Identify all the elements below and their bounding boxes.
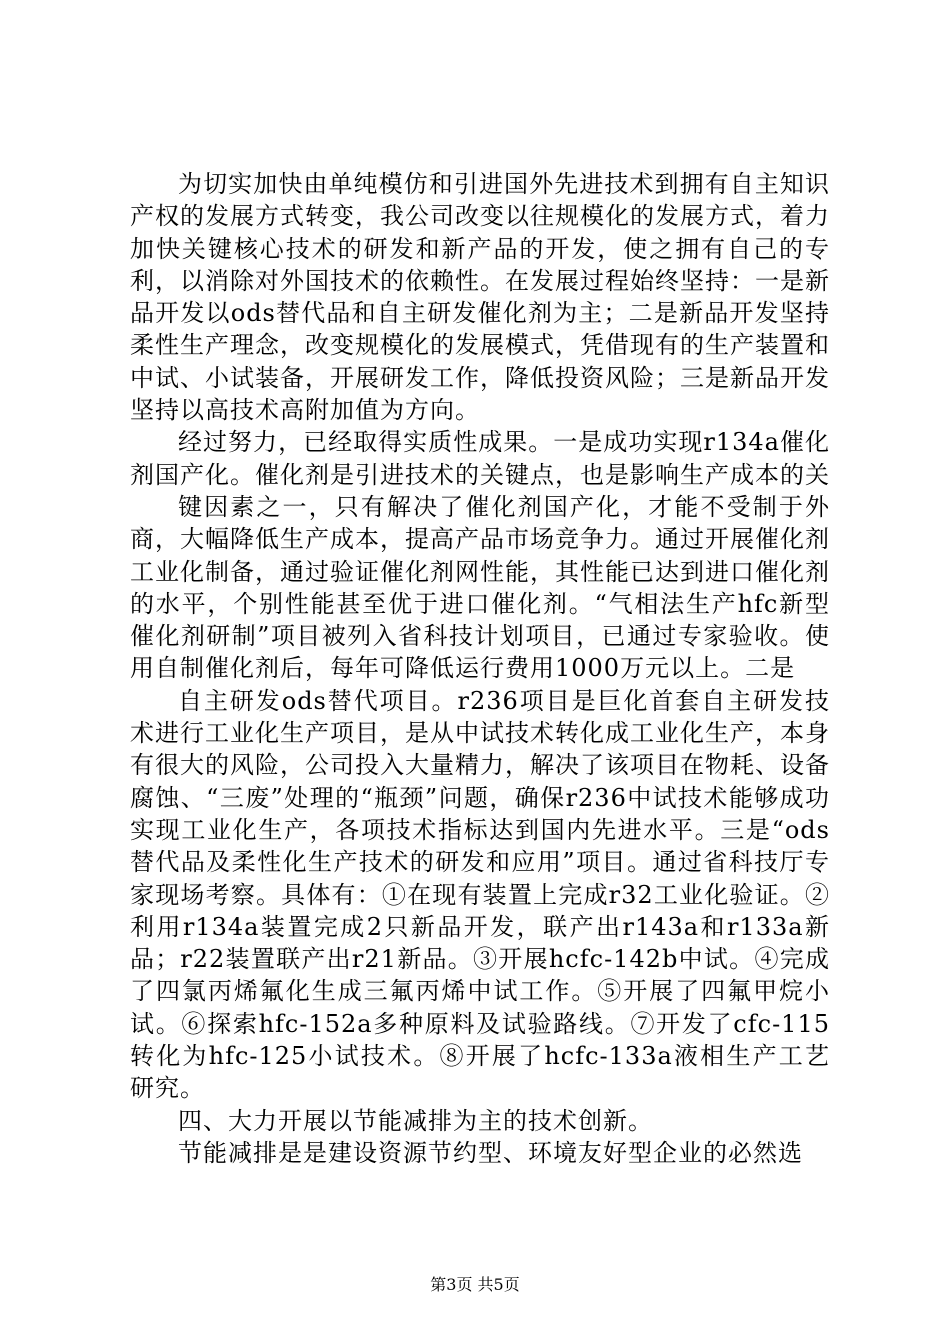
paragraph-3: 键因素之一，只有解决了催化剂国产化，才能不受制于外商，大幅降低生产成本，提高产品市场竞争力。通过开展催化剂工业化制备，通过验证催化剂网性能，其性能已达到进口催化剂的水平，个别性能甚至优于进口催化剂。“气相法生产hfc新型催化剂研制”项目被列入省科技计划项目，已通过专家验收。使用自制催化剂后，每年可降低运行费用1000万元以上。二是 [130, 492, 830, 683]
paragraph-4: 自主研发ods替代项目。r236项目是巨化首套自主研发技术进行工业化生产项目，是从中试技术转化成工业化生产，本身有很大的风险，公司投入大量精力，解决了该项目在物耗、设备腐蚀、“三废”处理的“瓶颈”问题，确保r236中试技术能够成功实现工业化生产，各项技术指标达到国内先进水平。三是“ods替代品及柔性化生产技术的研发和应用”项目。通过省科技厅专家现场考察。具体有：①在现有装置上完成r32工业化验证。②利用r134a装置完成2只新品开发，联产出r143a和r133a新品；r22装置联产出r21新品。③开展hcfc-142b中试。④完成了四氯丙烯氟化生成三氟丙烯中试工作。⑤开展了四氟甲烷小试。⑥探索hfc-152a多种原料及试验路线。⑦开发了cfc-115转化为hfc-125小试技术。⑧开展了hcfc-133a液相生产工艺研究。 [130, 686, 830, 1103]
paragraph-5: 四、大力开展以节能减排为主的技术创新。 [178, 1106, 653, 1135]
paragraph-1: 为切实加快由单纯模仿和引进国外先进技术到拥有自主知识产权的发展方式转变，我公司改变以往规模化的发展方式，着力加快关键核心技术的研发和新产品的开发，使之拥有自己的专利，以消除对外国技术的依赖性。在发展过程始终坚持：一是新品开发以ods替代品和自主研发催化剂为主；二是新品开发坚持柔性生产理念，改变规模化的发展模式，凭借现有的生产装置和中试、小试装备，开展研发工作，降低投资风险；三是新品开发坚持以高技术高附加值为方向。 [130, 170, 830, 425]
paragraph-2: 经过努力，已经取得实质性成果。一是成功实现r134a催化剂国产化。催化剂是引进技术的关键点，也是影响生产成本的关 [130, 428, 830, 489]
document-body [130, 168, 830, 1169]
paragraph-6: 节能减排是是建设资源节约型、环境友好型企业的必然选 [178, 1138, 803, 1167]
page-number-footer: 第3页 共5页 [430, 1275, 520, 1294]
